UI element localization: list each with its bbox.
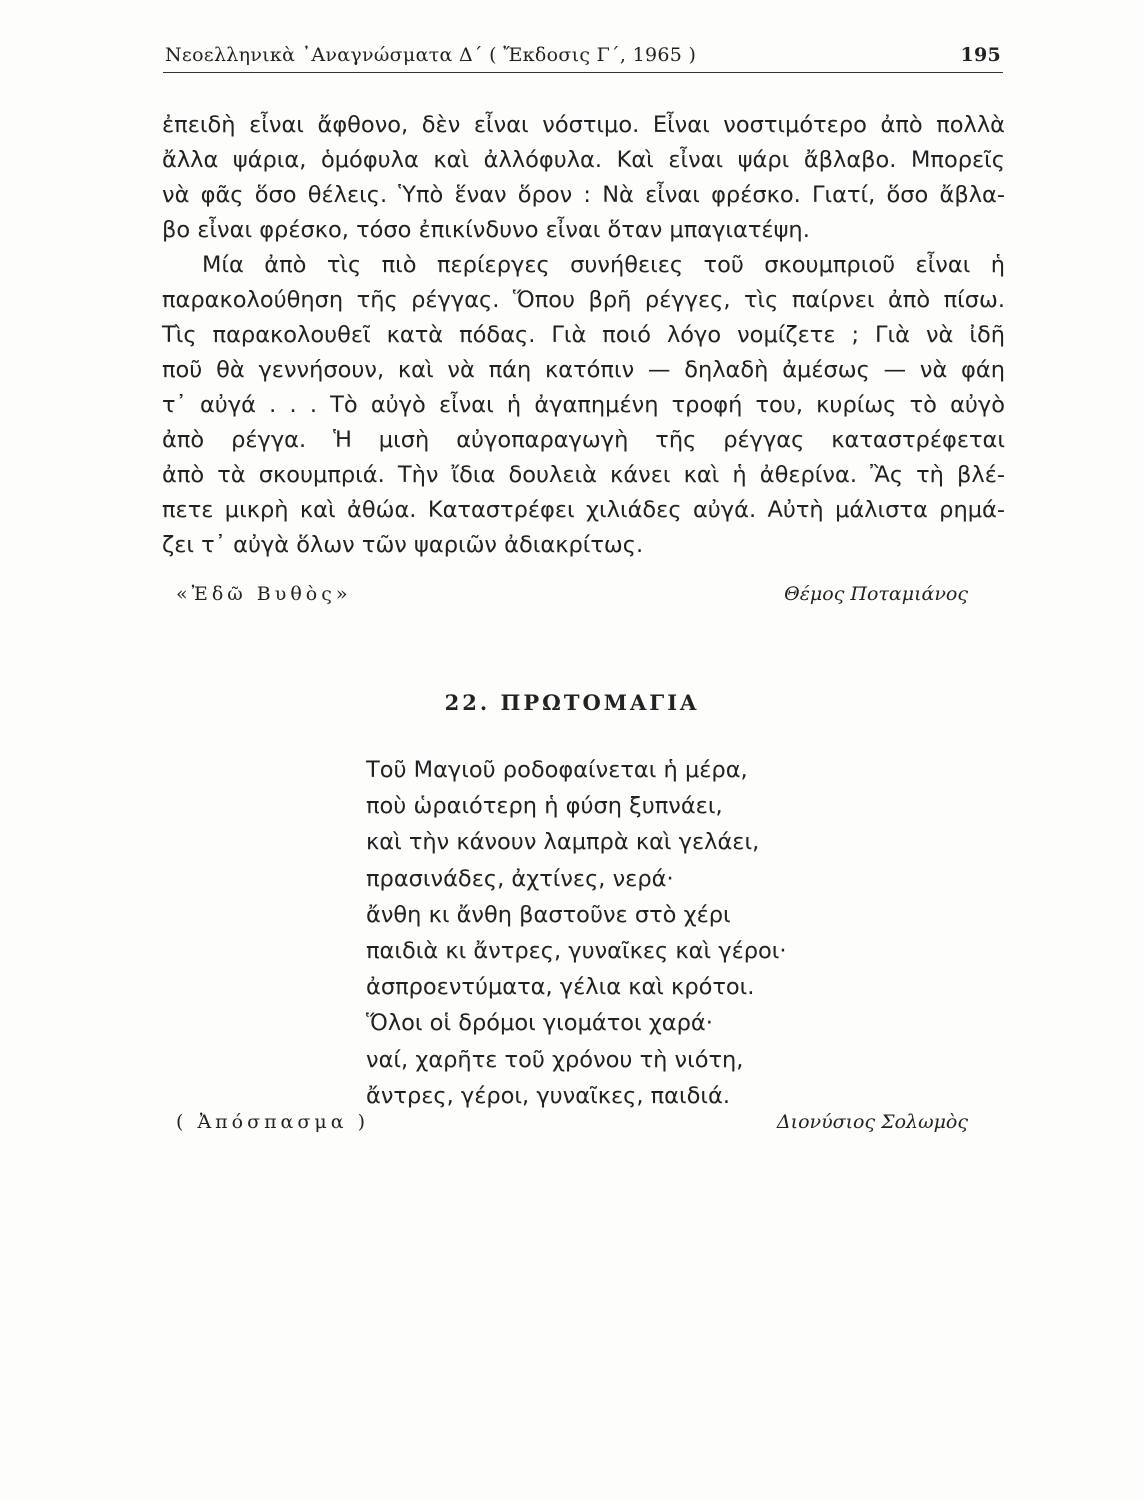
poem-author: Διονύσιος Σολωμὸς <box>776 1111 968 1133</box>
poem-line: παιδιὰ κι ἄντρες, γυναῖκες καὶ γέροι· <box>366 938 787 965</box>
poem-title: 22. ΠΡΩΤΟΜΑΓΙΑ <box>444 690 700 715</box>
text-line: ζει τ᾿ αὐγὰ ὅλων τῶν ψαριῶν ἀδιακρίτως. <box>162 532 644 558</box>
poem-line: πρασινάδες, ἀχτίνες, νερά· <box>366 865 674 892</box>
poem-line: ποὺ ὡραιότερη ἡ φύση ξυπνάει, <box>366 793 723 820</box>
poem-line: ἄντρες, γέροι, γυναῖκες, παιδιά. <box>366 1082 730 1109</box>
text-line: τ᾿ αὐγά . . . Τὸ αὐγὸ εἶναι ἡ ἀγαπημένη τροφή του, κυρίως τὸ αὐγὸ <box>162 392 1005 418</box>
text-line: ἄλλα ψάρια, ὁμόφυλα καὶ ἀλλόφυλα. Καὶ εἶναι ψάρι ἄβλαβο. Μπορεῖς <box>162 147 1005 173</box>
poem-source: ( Ἀπόσπασμα ) <box>176 1111 369 1133</box>
text-line: βο εἶναι φρέσκο, τόσο ἐπικίνδυνο εἶναι ὅταν μπαγιατέψη. <box>162 217 810 243</box>
poem-line: ἀσπροεντύματα, γέλια καὶ κρότοι. <box>366 974 755 1001</box>
page-number: 195 <box>960 44 1001 66</box>
poem-body <box>366 752 886 1114</box>
text-line: ἀπὸ ρέγγα. Ἡ μισὴ αὐγοπαραγωγὴ τῆς ρέγγας καταστρέφεται <box>162 427 1005 453</box>
poem-line: ναί, χαρῆτε τοῦ χρόνου τὴ νιότη, <box>366 1046 744 1073</box>
text-line: ποῦ θὰ γεννήσουν, καὶ νὰ πάη κατόπιν — δηλαδὴ ἀμέσως — νὰ φάη <box>162 357 1005 383</box>
prose-source: «Ἐδῶ Βυθὸς» <box>176 583 352 605</box>
text-line: Τὶς παρακολουθεῖ κατὰ πόδας. Γιὰ ποιό λόγο νομίζετε ; Γιὰ νὰ ἰδῆ <box>162 322 1005 348</box>
header-title: Νεοελληνικὰ ᾿Αναγνώσματα Δ΄ ( Ἔκδοσις Γ΄, 1965 ) <box>165 44 697 66</box>
text-line: νὰ φᾶς ὅσο θέλεις. Ὑπὸ ἕναν ὅρον : Νὰ εἶναι φρέσκο. Γιατί, ὅσο ἄβλα- <box>162 182 1005 208</box>
poem-line: Τοῦ Μαγιοῦ ροδοφαίνεται ἡ μέρα, <box>366 757 748 783</box>
text-line: Μία ἀπὸ τὶς πιὸ περίεργες συνήθειες τοῦ σκουμπριοῦ εἶναι ἡ <box>202 252 1005 278</box>
text-line: παρακολούθηση τῆς ρέγγας. Ὅπου βρῆ ρέγγες, τὶς παίρνει ἀπὸ πίσω. <box>162 287 1005 313</box>
poem-line: ἄνθη κι ἄνθη βαστοῦνε στὸ χέρι <box>366 901 731 928</box>
prose-author: Θέμος Ποταμιάνος <box>784 583 968 605</box>
text-line: ἐπειδὴ εἶναι ἄφθονο, δὲν εἶναι νόστιμο. Εἶναι νοστιμότερο ἀπὸ πολλὰ <box>162 112 1005 138</box>
text-line: πετε μικρὴ καὶ ἀθώα. Καταστρέφει χιλιάδες αὐγά. Αὐτὴ μάλιστα ρημά- <box>162 497 1005 523</box>
poem-line: καὶ τὴν κάνουν λαμπρὰ καὶ γελάει, <box>366 829 760 856</box>
prose-passage <box>162 108 1005 563</box>
poem-line: Ὅλοι οἱ δρόμοι γιομάτοι χαρά· <box>366 1010 713 1037</box>
text-line: ἀπὸ τὰ σκουμπριά. Τὴν ἴδια δουλειὰ κάνει καὶ ἡ ἀθερίνα. Ἂς τὴ βλέ- <box>162 462 1005 488</box>
running-header <box>163 42 1003 73</box>
